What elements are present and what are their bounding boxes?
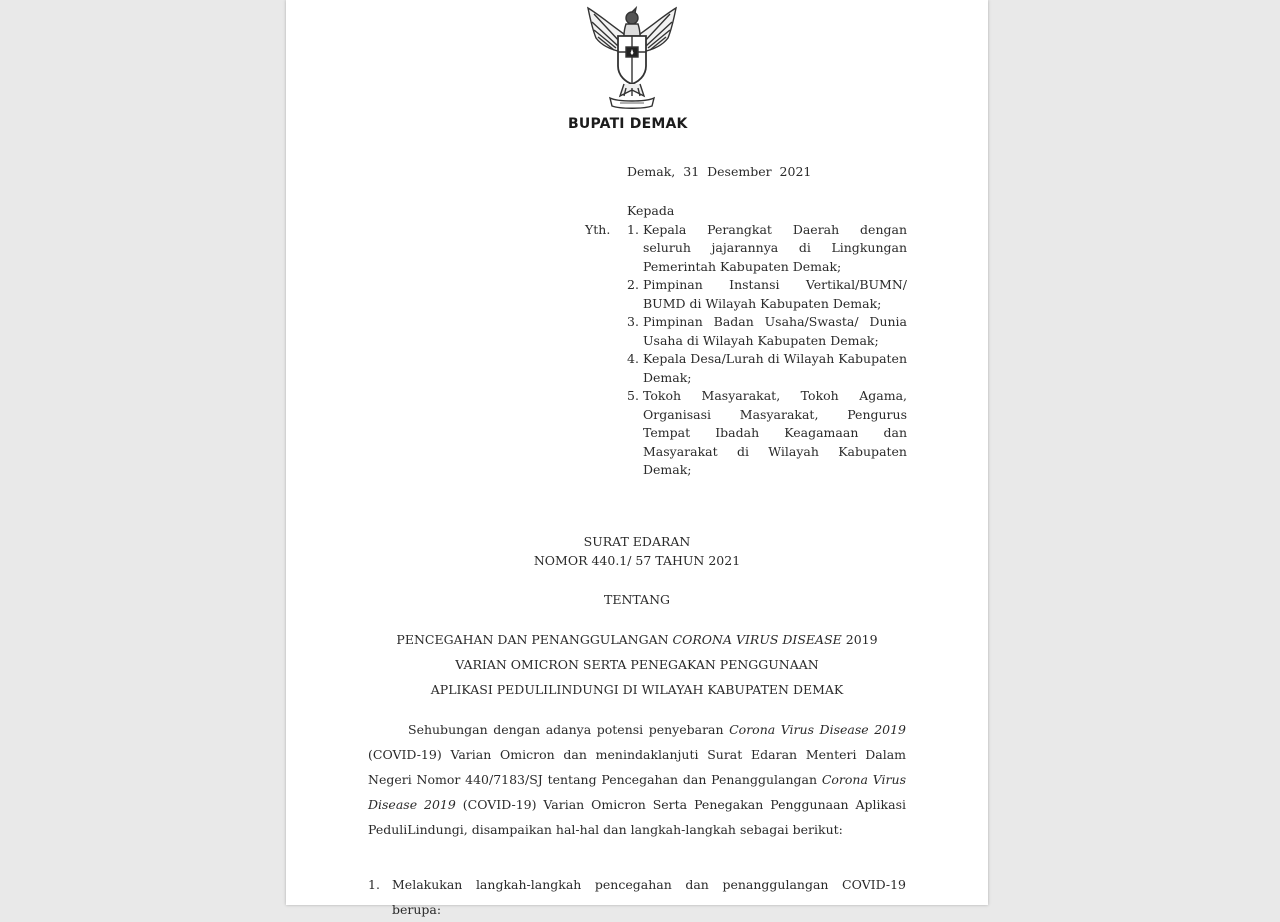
list-number: 1. bbox=[627, 221, 639, 237]
list-text: Pimpinan Badan Usaha/Swasta/ Dunia Usaha di Wilayah Kabupaten Demak; bbox=[643, 314, 907, 348]
list-text: Pimpinan Instansi Vertikal/BUMN/ BUMD di Wilayah Kabupaten Demak; bbox=[643, 277, 907, 311]
list-number: 3. bbox=[627, 314, 639, 329]
list-text: Kepala Desa/Lurah di Wilayah Kabupaten Demak; bbox=[643, 351, 907, 385]
kepada-label: Kepada bbox=[627, 203, 675, 218]
list-item bbox=[627, 276, 907, 313]
subject-line-1 bbox=[286, 627, 988, 652]
recipient-block bbox=[585, 202, 907, 480]
point-number: 1. bbox=[368, 877, 380, 892]
subject-text: PENCEGAHAN DAN PENANGGULANGAN bbox=[396, 632, 673, 647]
list-text: Kepala Perangkat Daerah dengan seluruh jajarannya di Lingkungan Pemerintah Kabupaten Demak; bbox=[643, 221, 907, 274]
list-text: Tokoh Masyarakat, Tokoh Agama, Organisasi Masyarakat, Pengurus Tempat Ibadah Keagamaan dan Masyarakat di Wilayah Kabupaten Demak; bbox=[643, 388, 907, 477]
place-date: Demak, 31 Desember 2021 bbox=[627, 164, 812, 179]
list-item bbox=[627, 221, 907, 277]
body-text: (COVID-19) Varian Omicron dan menindaklanjuti Surat Edaran Menteri Dalam Negeri Nomor 440/7183/SJ tentang Pencegahan dan Penanggulangan bbox=[368, 747, 906, 787]
body-paragraph bbox=[368, 717, 906, 842]
numbered-point bbox=[368, 872, 906, 922]
document-type: SURAT EDARAN bbox=[583, 534, 691, 549]
tentang-heading: TENTANG bbox=[603, 592, 670, 607]
point-text: Melakukan langkah-langkah pencegahan dan penanggulangan COVID-19 berupa: bbox=[392, 877, 906, 917]
list-item bbox=[627, 313, 907, 350]
list-number: 5. bbox=[627, 388, 639, 403]
body-italic-text: Corona Virus Disease 2019 bbox=[729, 722, 907, 737]
list-item bbox=[627, 350, 907, 387]
body-italic-text: Corona Virus Disease 2019 bbox=[368, 772, 906, 812]
document-number: NOMOR 440.1/ 57 TAHUN 2021 bbox=[533, 553, 741, 568]
list-number: 2. bbox=[627, 277, 639, 292]
document-page bbox=[286, 0, 988, 917]
body-text: Sehubungan dengan adanya potensi penyebaran bbox=[408, 722, 730, 737]
subject-line-2: VARIAN OMICRON SERTA PENEGAKAN PENGGUNAAN bbox=[455, 657, 819, 672]
subject-italic-text: CORONA VIRUS DISEASE bbox=[672, 632, 842, 647]
list-item bbox=[627, 387, 907, 480]
yth-label: Yth. bbox=[585, 221, 611, 237]
subject-heading bbox=[286, 627, 988, 702]
letterhead-title: BUPATI DEMAK bbox=[568, 116, 688, 132]
garuda-pancasila-icon bbox=[580, 4, 684, 110]
list-number: 4. bbox=[627, 351, 639, 366]
subject-line-3: APLIKASI PEDULILINDUNGI DI WILAYAH KABUPATEN DEMAK bbox=[430, 682, 844, 697]
recipient-list bbox=[627, 221, 907, 480]
subject-text: 2019 bbox=[841, 632, 878, 647]
body-text: (COVID-19) Varian Omicron Serta Penegakan Penggunaan Aplikasi PeduliLindungi, disampaikan hal-hal dan langkah-langkah sebagai berikut: bbox=[368, 797, 906, 837]
